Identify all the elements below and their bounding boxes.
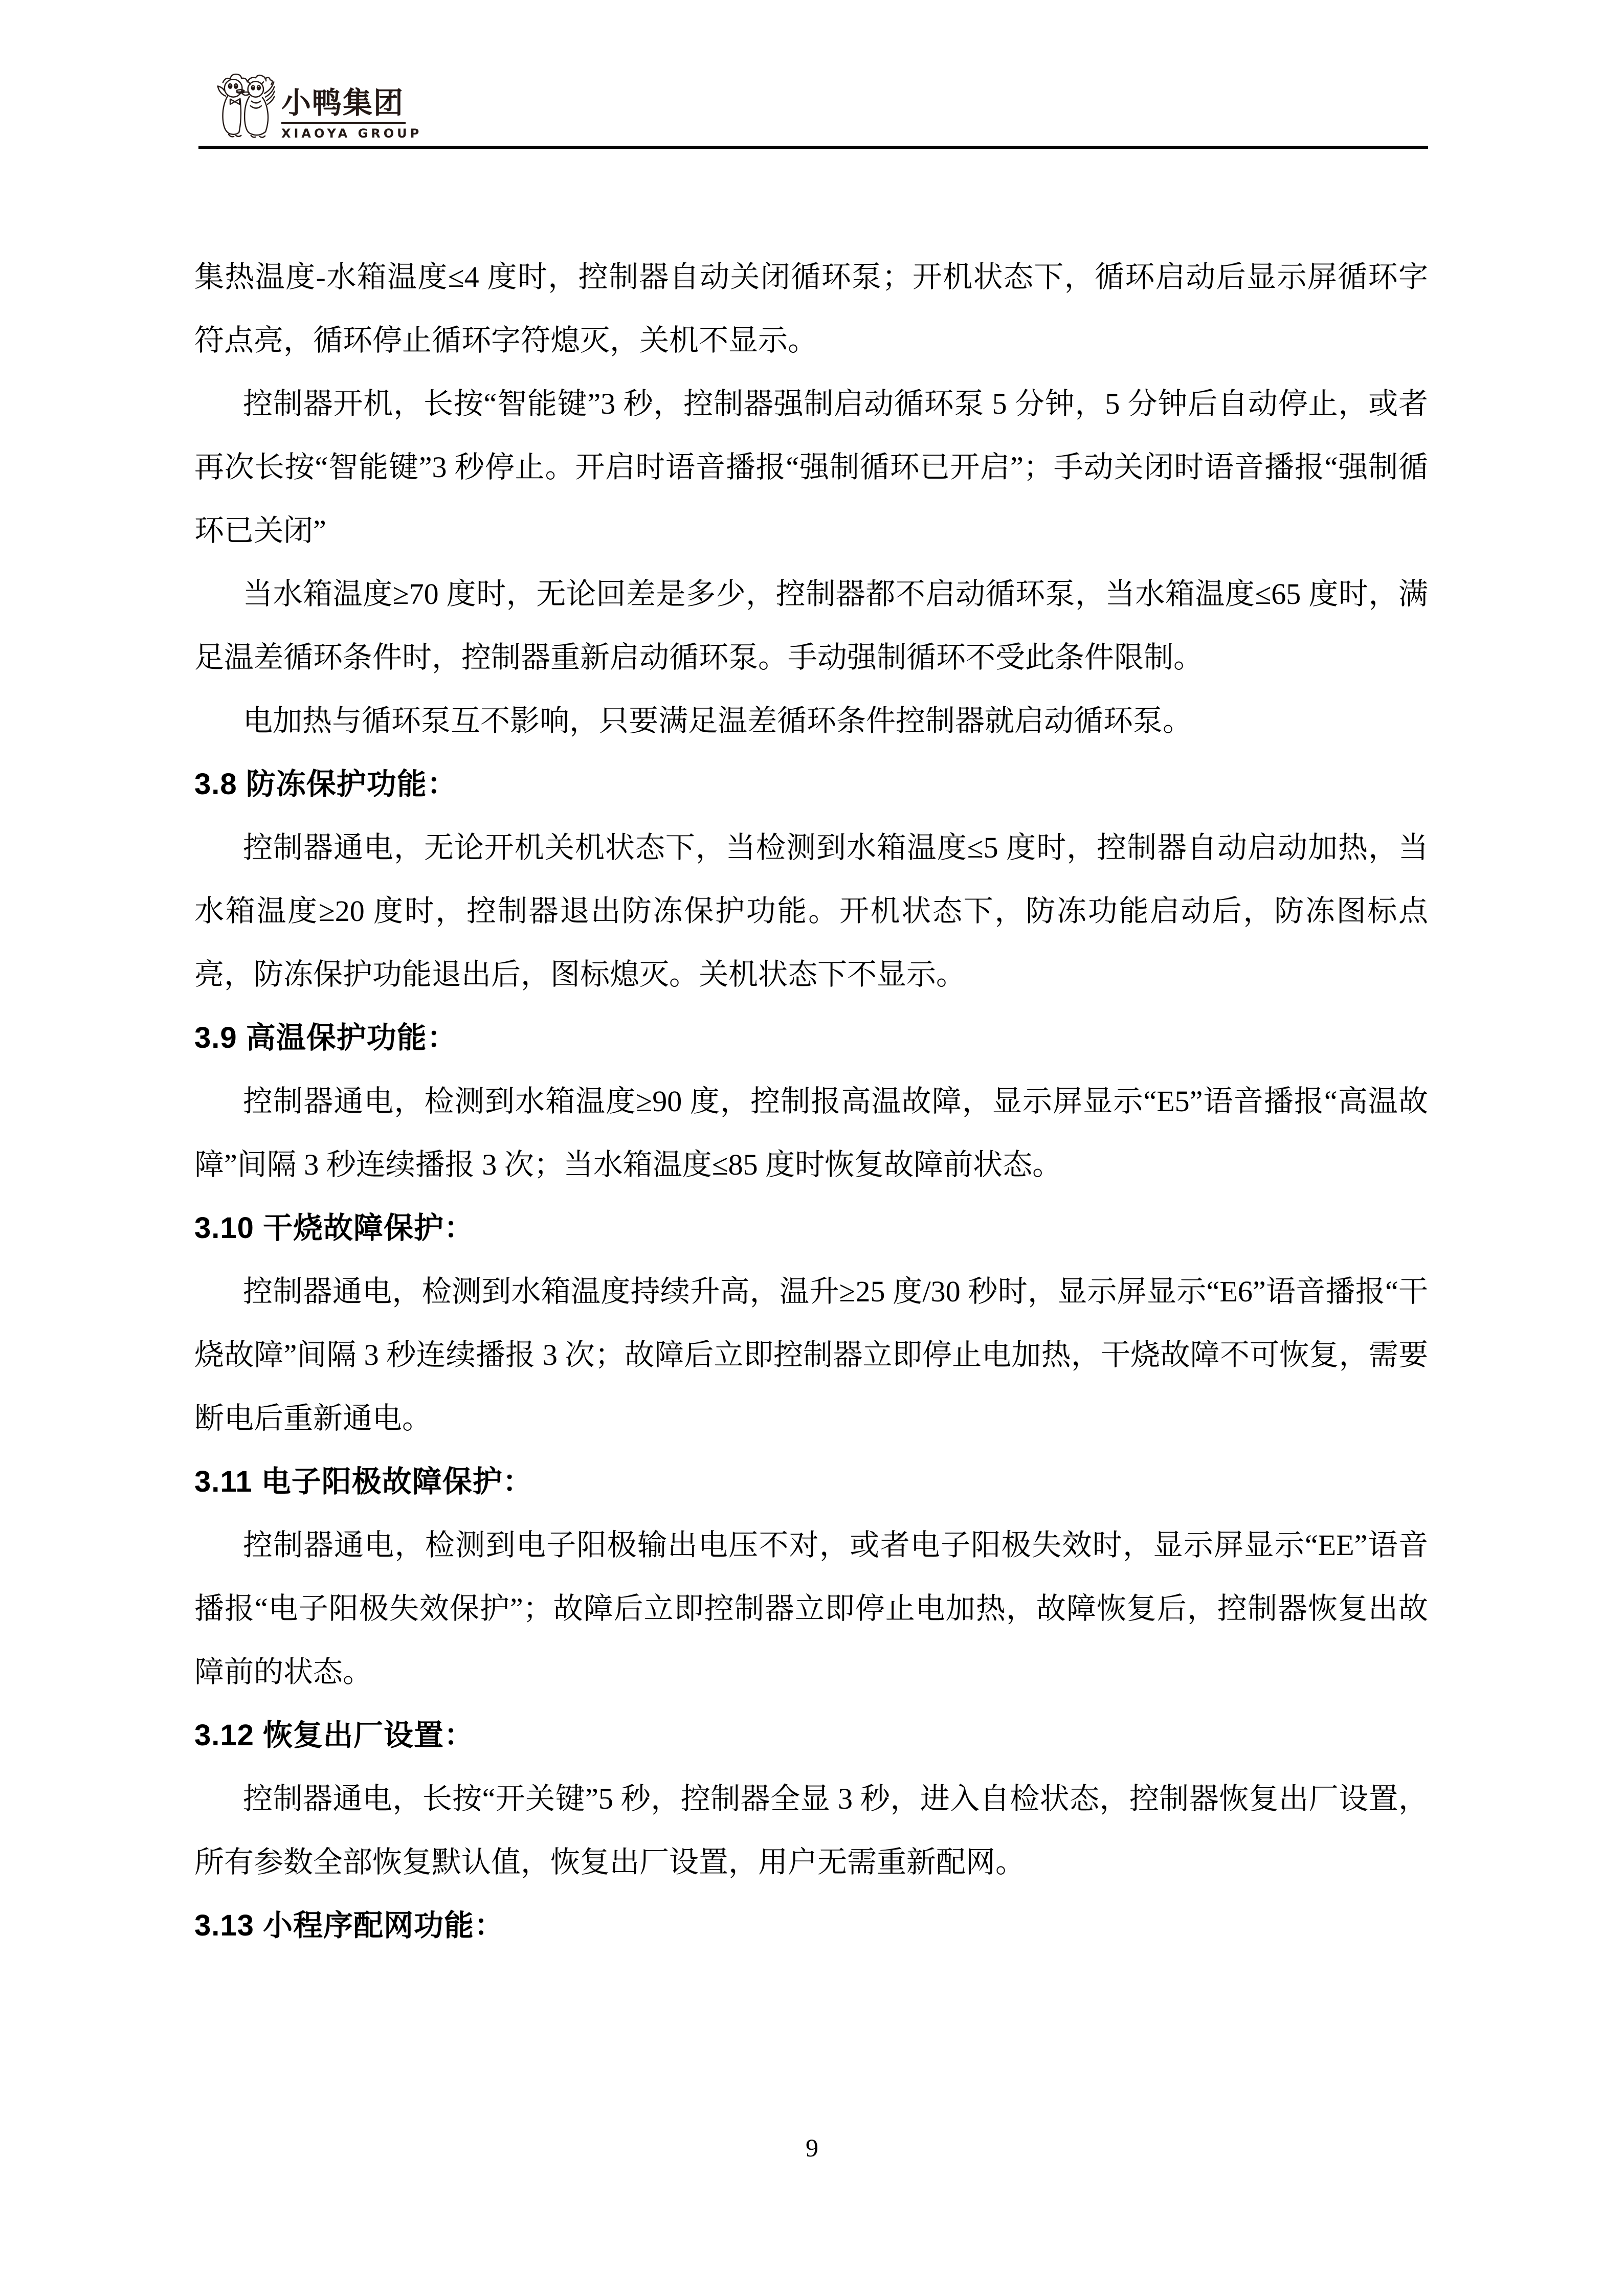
logo-text <box>281 73 422 140</box>
logo-zh-title: 小鸭集团 <box>281 85 405 120</box>
document-body <box>194 245 1428 1957</box>
page-number: 9 <box>806 2133 818 2162</box>
body-paragraph: 集热温度-水箱温度≤4 度时，控制器自动关闭循环泵；开机状态下，循环启动后显示屏循环字符点亮，循环停止循环字符熄灭，关机不显示。 <box>194 260 1428 357</box>
section-heading: 3.12 恢复出厂设置： <box>194 1719 474 1752</box>
body-paragraph: 控制器开机，长按“智能键”3 秒，控制器强制启动循环泵 5 分钟，5 分钟后自动停止，或者再次长按“智能键”3 秒停止。开启时语音播报“强制循环已开启”；手动关闭时语音播报“强制循环已关闭” <box>194 387 1428 547</box>
body-paragraph: 当水箱温度≥70 度时，无论回差是多少，控制器都不启动循环泵，当水箱温度≤65 度时，满足温差循环条件时，控制器重新启动循环泵。手动强制循环不受此条件限制。 <box>194 577 1428 674</box>
header-divider <box>198 146 1428 149</box>
body-paragraph: 控制器通电，检测到电子阳极输出电压不对，或者电子阳极失效时，显示屏显示“EE”语音播报“电子阳极失效保护”；故障后立即控制器立即停止电加热，故障恢复后，控制器恢复出故障前的状态。 <box>194 1528 1428 1689</box>
xiaoya-logo <box>216 73 422 140</box>
body-paragraph: 电加热与循环泵互不影响，只要满足温差循环条件控制器就启动循环泵。 <box>243 704 1193 737</box>
duck-mascots-icon <box>216 73 276 140</box>
section-heading: 3.13 小程序配网功能： <box>194 1909 504 1942</box>
section-heading: 3.10 干烧故障保护： <box>194 1211 474 1245</box>
body-paragraph: 控制器通电，检测到水箱温度≥90 度，控制报高温故障，显示屏显示“E5”语音播报“高温故障”间隔 3 秒连续播报 3 次；当水箱温度≤85 度时恢复故障前状态。 <box>194 1085 1428 1181</box>
body-paragraph: 控制器通电，无论开机关机状态下，当检测到水箱温度≤5 度时，控制器自动启动加热，当水箱温度≥20 度时，控制器退出防冻保护功能。开机状态下，防冻功能启动后，防冻图标点亮，防冻保护功能退出后，图标熄灭。关机状态下不显示。 <box>194 831 1428 991</box>
logo-underline <box>281 122 406 124</box>
body-paragraph: 控制器通电，检测到水箱温度持续升高，温升≥25 度/30 秒时，显示屏显示“E6”语音播报“干烧故障”间隔 3 秒连续播报 3 次；故障后立即控制器立即停止电加热，干烧故障不可恢复，需要断电后重新通电。 <box>194 1275 1428 1435</box>
section-heading: 3.8 防冻保护功能： <box>194 768 457 801</box>
section-heading: 3.9 高温保护功能： <box>194 1021 457 1054</box>
logo-en-title: XIAOYA GROUP <box>281 126 422 141</box>
body-paragraph: 控制器通电，长按“开关键”5 秒，控制器全显 3 秒，进入自检状态，控制器恢复出厂设置，所有参数全部恢复默认值，恢复出厂设置，用户无需重新配网。 <box>194 1782 1428 1879</box>
section-heading: 3.11 电子阳极故障保护： <box>194 1465 533 1498</box>
